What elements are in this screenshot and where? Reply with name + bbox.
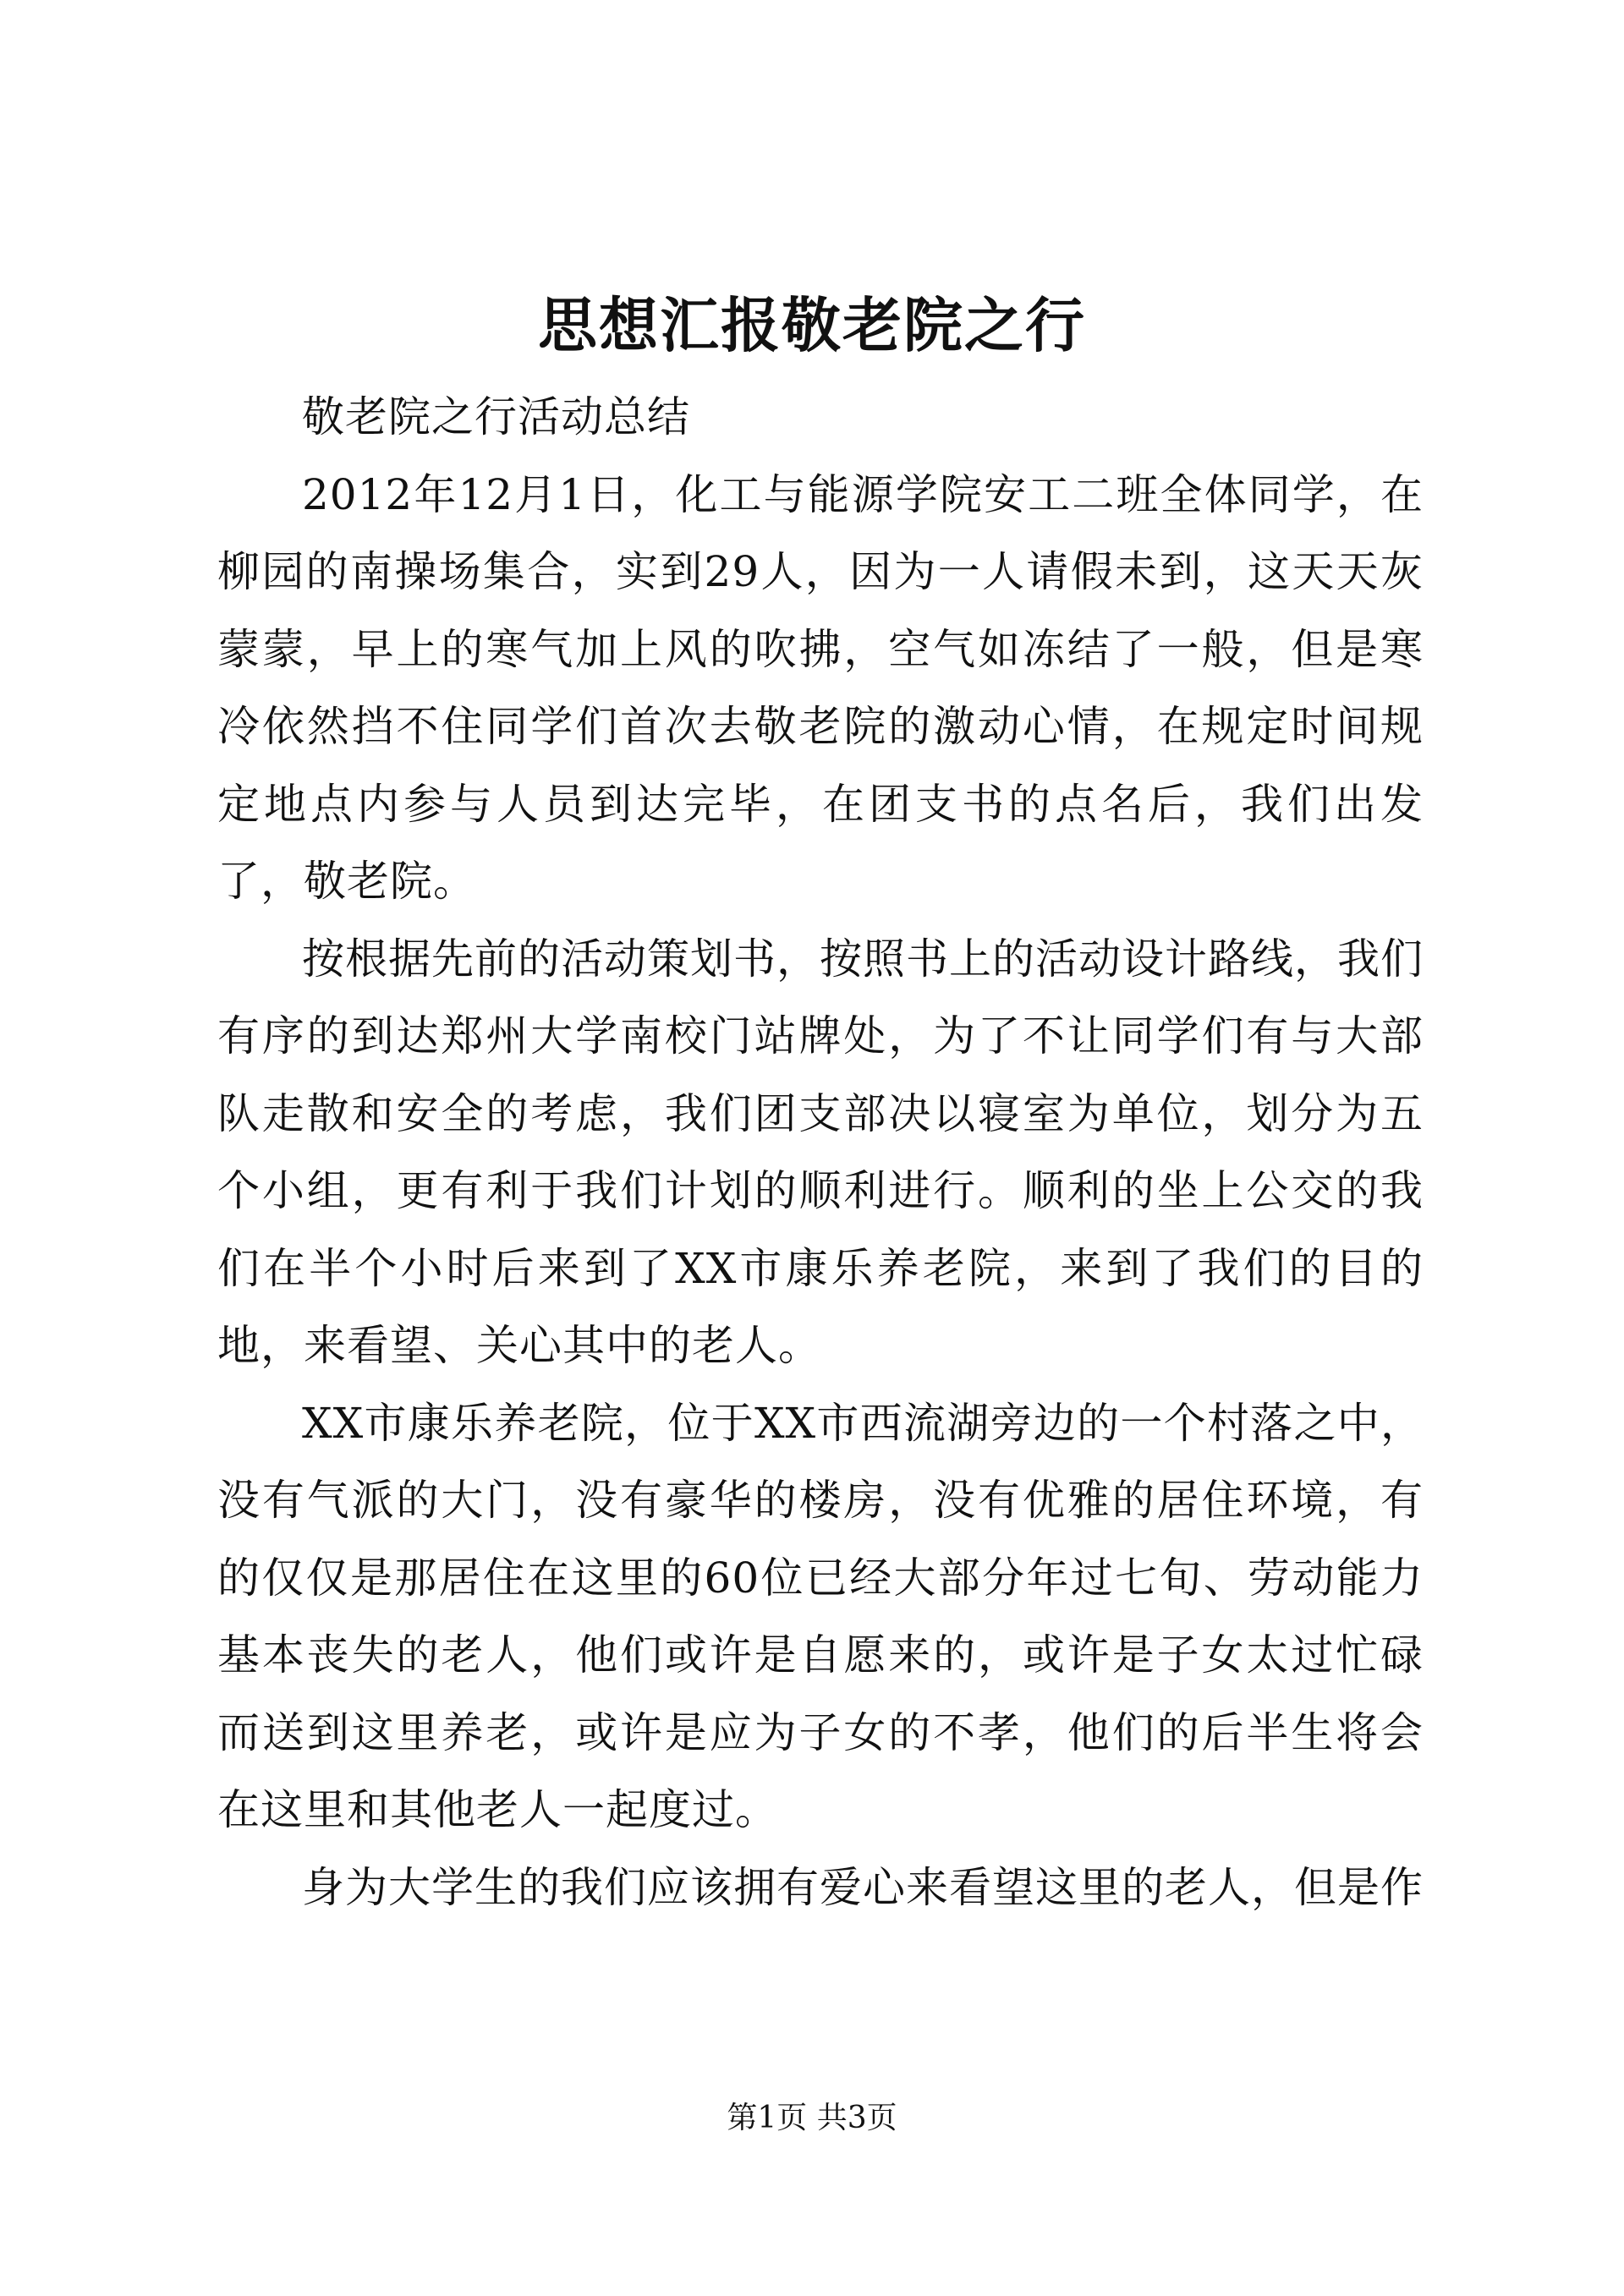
- document-body: [217, 379, 1424, 1926]
- body-paragraph: 按根据先前的活动策划书，按照书上的活动设计路线，我们有序的到达郑州大学南校门站牌处，为了不让同学们有与大部队走散和安全的考虑，我们团支部决以寝室为单位，划分为五个小组，更有利于我们计划的顺利进行。顺利的坐上公交的我们在半个小时后来到了XX市康乐养老院，来到了我们的目的地，来看望、关心其中的老人。: [217, 934, 1424, 1370]
- document-title: 思想汇报敬老院之行: [538, 290, 1086, 360]
- page-footer: 第1页 共3页: [727, 2101, 897, 2135]
- body-paragraph: XX市康乐养老院，位于XX市西流湖旁边的一个村落之中，没有气派的大门，没有豪华的楼房，没有优雅的居住环境，有的仅仅是那居住在这里的60位已经大部分年过七旬、劳动能力基本丧失的老人，他们或许是自愿来的，或许是子女太过忙碌而送到这里养老，或许是应为子女的不孝，他们的后半生将会在这里和其他老人一起度过。: [217, 1398, 1424, 1834]
- body-paragraph: 2012年12月1日，化工与能源学院安工二班全体同学，在柳园的南操场集合，实到29人，因为一人请假未到，这天天灰蒙蒙，早上的寒气加上风的吹拂，空气如冻结了一般，但是寒冷依然挡不住同学们首次去敬老院的激动心情，在规定时间规定地点内参与人员到达完毕，在团支书的点名后，我们出发了，敬老院。: [217, 469, 1424, 906]
- subtitle-paragraph: 敬老院之行活动总结: [302, 392, 690, 441]
- body-paragraph: 身为大学生的我们应该拥有爱心来看望这里的老人，但是作: [302, 1862, 1424, 1912]
